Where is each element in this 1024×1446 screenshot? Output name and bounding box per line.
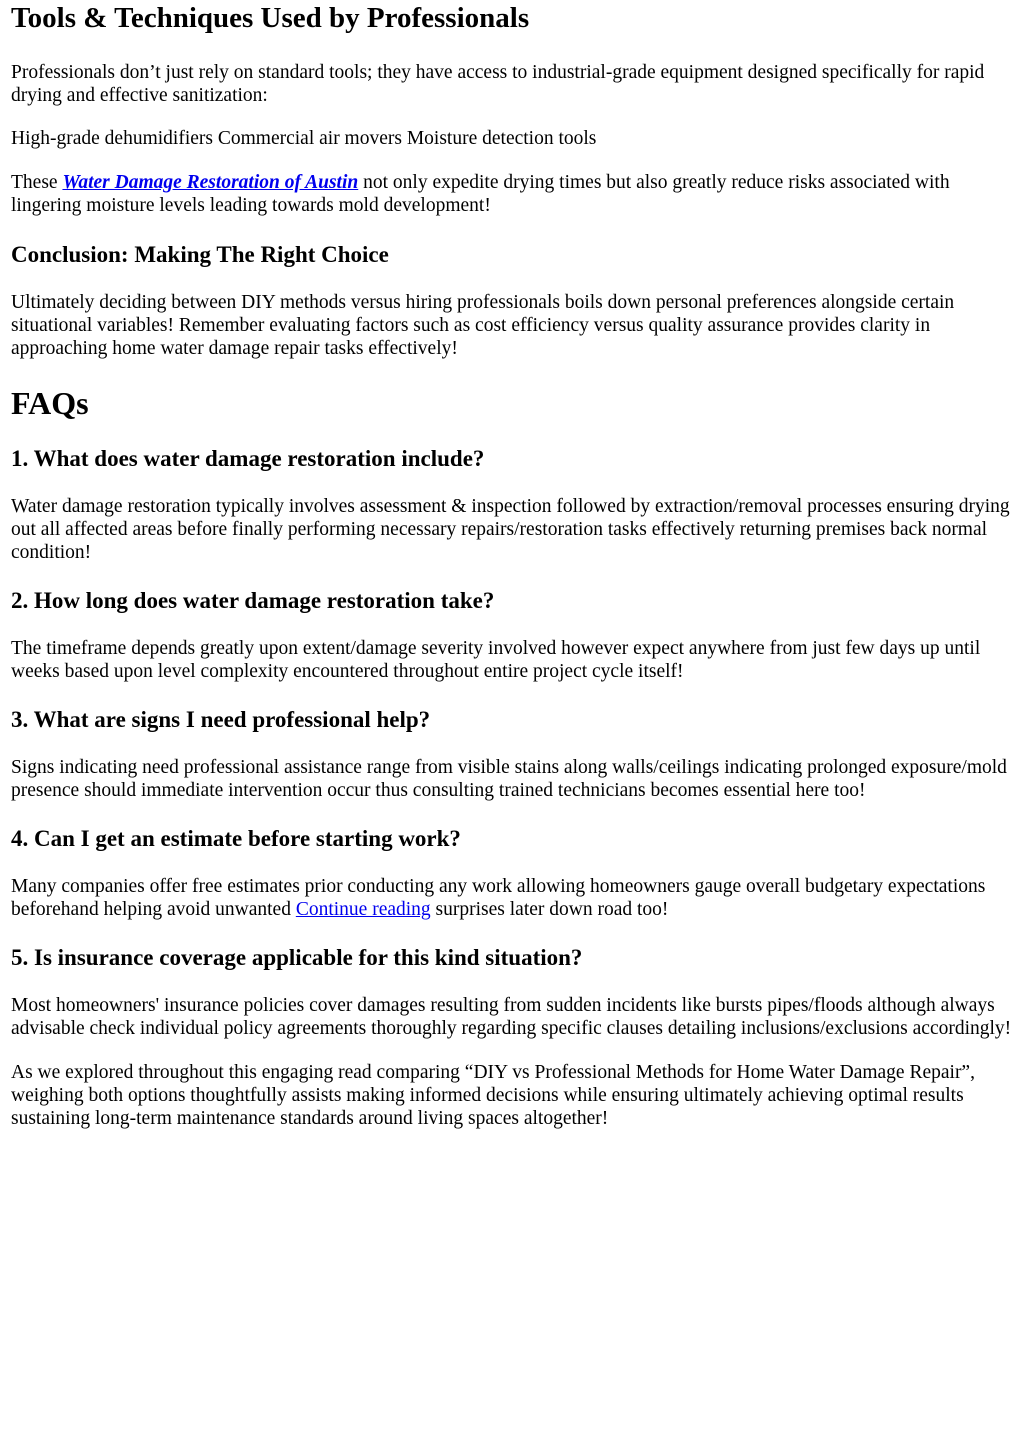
these-suffix: not only expedite drying times but also greatly reduce risks associated with lingering moisture levels leading towards mold development! [11, 172, 950, 216]
continue-reading-link[interactable]: Continue reading [295, 899, 431, 920]
closing-paragraph: As we explored throughout this engaging read comparing “DIY vs Professional Methods for Home Water Damage Repair”, weighing both options thoughtfully assists making informed decisions while ensuring ultimately achieving optimal results sustaining long-term maintenance standards around living spaces altogether! [11, 1062, 975, 1129]
water-damage-restoration-link[interactable]: Water Damage Restoration of Austin [62, 172, 359, 193]
faq-answer-2: The timeframe depends greatly upon extent/damage severity involved however expect anywhere from just few days up until weeks based upon level complexity encountered throughout entire project cycle itself! [11, 638, 981, 682]
tools-list: High-grade dehumidifiers Commercial air movers Moisture detection tools [11, 128, 597, 149]
tools-these-paragraph [11, 171, 1013, 217]
faqs-heading: FAQs [11, 385, 89, 421]
faq-question-2: 2. How long does water damage restoration take? [11, 588, 495, 613]
faq-question-5: 5. Is insurance coverage applicable for this kind situation? [11, 945, 583, 970]
answer-4-suffix: surprises later down road too! [430, 899, 669, 920]
faq-question-4: 4. Can I get an estimate before starting work? [11, 826, 461, 851]
faq-answer-5: Most homeowners' insurance policies cover damages resulting from sudden incidents like bursts pipes/floods although always advisable check individual policy agreements thoroughly regarding specific clauses detailing inclusions/exclusions accordingly! [11, 995, 1012, 1039]
these-prefix: These [11, 172, 63, 193]
conclusion-body: Ultimately deciding between DIY methods versus hiring professionals boils down personal preferences alongside certain situational variables! Remember evaluating factors such as cost efficiency versus quality assurance provides clarity in approaching home water damage repair tasks effectively! [11, 292, 955, 359]
faq-question-3: 3. What are signs I need professional help? [11, 707, 431, 732]
faq-question-1: 1. What does water damage restoration include? [11, 446, 485, 471]
conclusion-heading: Conclusion: Making The Right Choice [11, 242, 389, 267]
tools-intro: Professionals don’t just rely on standard tools; they have access to industrial-grade equipment designed specifically for rapid drying and effective sanitization: [11, 62, 985, 106]
tools-heading: Tools & Techniques Used by Professionals [11, 2, 530, 34]
faq-answer-1: Water damage restoration typically involves assessment & inspection followed by extraction/removal processes ensuring drying out all affected areas before finally performing necessary repairs/restoration tasks effectively returning premises back normal condition! [11, 496, 1010, 563]
faq-answer-3: Signs indicating need professional assistance range from visible stains along walls/ceilings indicating prolonged exposure/mold presence should immediate intervention occur thus consulting trained technicians becomes essential here too! [11, 757, 1007, 801]
faq-answer-4 [11, 875, 1013, 921]
answer-4-prefix: Many companies offer free estimates prior conducting any work allowing homeowners gauge overall budgetary expectations beforehand helping avoid unwanted [11, 876, 986, 920]
